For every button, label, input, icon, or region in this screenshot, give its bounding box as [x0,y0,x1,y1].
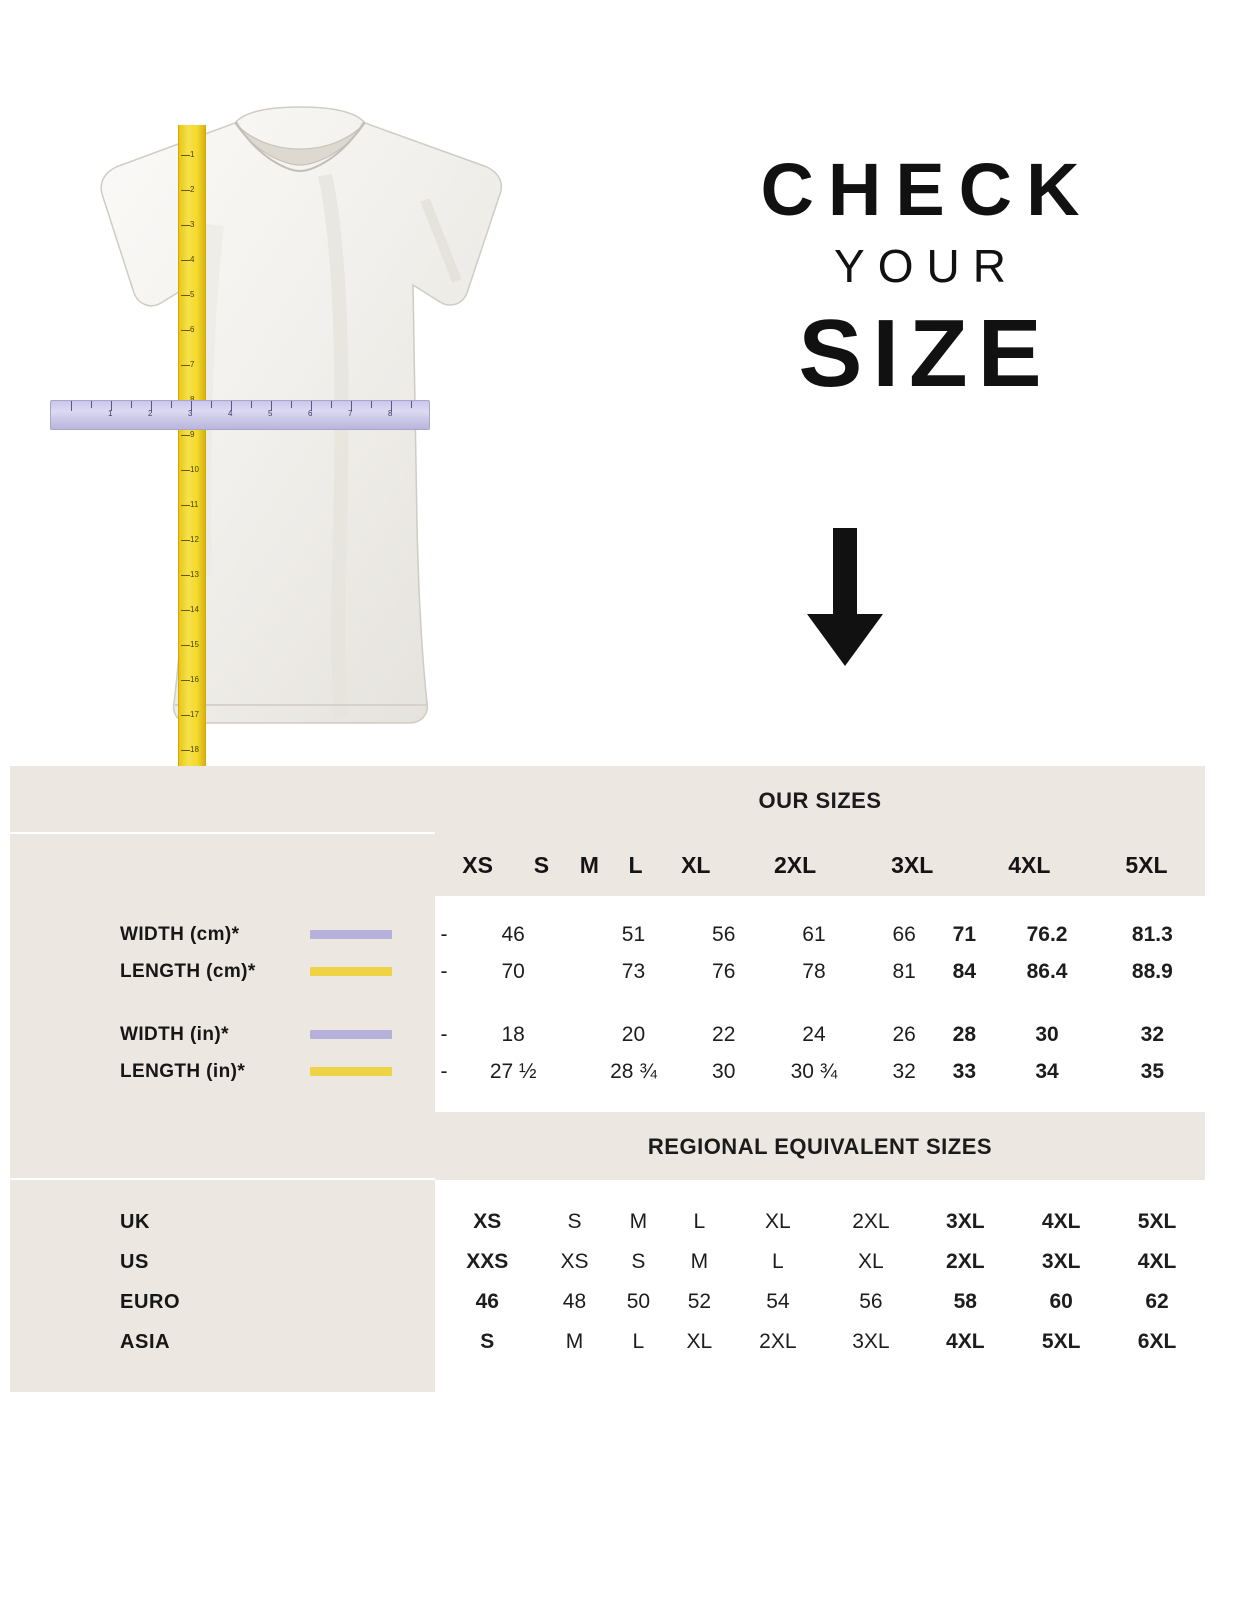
row-label-length-in [10,1053,435,1090]
cell: 66 [892,922,916,946]
col-header: 5XL [1125,851,1168,878]
cell: L [632,1330,645,1353]
cell: 60 [1049,1290,1073,1313]
cell: 18 [501,1022,525,1046]
tshirt-illustration [40,95,560,755]
regional-block [10,1180,1205,1392]
table-row [435,834,1205,896]
cell: 70 [501,959,525,983]
cell: 78 [802,959,826,983]
cell: 22 [712,1022,736,1046]
cell: 32 [892,1059,916,1083]
cell: XL [858,1250,884,1273]
cell: - [440,959,448,983]
row-label-asia: ASIA [120,1330,171,1353]
cell: 73 [621,959,646,983]
cell: 26 [892,1022,916,1046]
row-label-euro: EURO [120,1290,181,1313]
cell: 50 [626,1290,651,1313]
col-header: L [628,851,643,878]
cell: 4XL [1041,1210,1081,1233]
cell: 2XL [946,1250,985,1273]
col-header: XS [462,851,493,878]
regional-sizes-title: REGIONAL EQUIVALENT SIZES [647,1134,993,1159]
cell: 46 [475,1290,499,1313]
cell: XS [560,1250,589,1273]
headline-line-2: YOUR [834,240,1019,292]
cell: 76.2 [1026,922,1068,946]
table-row [435,1322,1205,1362]
cell: XL [765,1210,791,1233]
col-header: S [533,851,550,878]
length-cm-color-swatch [310,967,392,976]
cell: 3XL [946,1210,985,1233]
table-row [435,1202,1205,1242]
our-sizes-header [10,766,1205,834]
cell: - [440,922,448,946]
row-label-us: US [120,1250,149,1273]
col-header: 2XL [774,851,817,878]
cell: 2XL [759,1330,797,1353]
cell: 88.9 [1131,959,1173,983]
row-label-length-cm [10,953,435,990]
measurements-block [10,896,1205,1112]
cell: 34 [1035,1059,1059,1083]
cell: 28 ¾ [610,1059,657,1083]
headline-line-3: SIZE [798,300,1052,407]
width-cm-color-swatch [310,930,392,939]
cell: 62 [1145,1290,1169,1313]
cell: M [629,1210,648,1233]
cell: S [567,1210,582,1233]
row-label-text: LENGTH (cm)* [120,960,256,982]
regional-sizes-header [10,1112,1205,1180]
cell: 84 [952,959,977,983]
cell: 86.4 [1026,959,1068,983]
cell: 30 [712,1059,736,1083]
table-row [435,1282,1205,1322]
hero-section [0,0,1251,766]
cell: 4XL [946,1330,985,1353]
cell: 56 [712,922,736,946]
ruler-icon: 1 2 3 4 5 6 7 8 [50,400,430,430]
cell: 5XL [1137,1210,1177,1233]
cell: 20 [621,1022,646,1046]
cell: 58 [953,1290,977,1313]
cell: 30 [1035,1022,1059,1046]
cell: 71 [952,922,977,946]
table-row [435,1242,1205,1282]
cell: 54 [766,1290,790,1313]
cell: - [440,1022,448,1046]
cell: XS [473,1210,502,1233]
arrow-down-icon [805,528,885,668]
cell: XXS [466,1250,509,1273]
cell: 61 [802,922,826,946]
row-label-text: WIDTH (cm)* [120,923,240,945]
col-header: XL [681,851,711,878]
page-title [620,150,1220,406]
table-row [435,1053,1205,1090]
cell: S [631,1250,646,1273]
cell: 46 [501,922,525,946]
col-header: M [579,851,599,878]
cell: 35 [1140,1059,1165,1083]
cell: L [772,1250,784,1273]
row-label-width-in [10,1016,435,1053]
cell: 24 [802,1022,826,1046]
cell: 3XL [852,1330,890,1353]
cell: - [440,1059,448,1083]
cell: 32 [1140,1022,1165,1046]
cell: 33 [952,1059,977,1083]
cell: 81.3 [1131,922,1173,946]
table-row [435,1016,1205,1053]
width-in-color-swatch [310,1030,392,1039]
cell: 4XL [1137,1250,1177,1273]
row-label-text: LENGTH (in)* [120,1060,246,1082]
cell: 6XL [1137,1330,1177,1353]
cell: S [480,1330,495,1353]
our-sizes-title: OUR SIZES [758,788,882,813]
cell: M [690,1250,709,1273]
measuring-tape-icon: 1 2 3 4 5 6 7 9 10 11 12 13 14 15 16 17 18 [178,125,206,825]
cell: 5XL [1041,1330,1081,1353]
cell: 48 [562,1290,587,1313]
cell: 2XL [852,1210,890,1233]
headline-line-1: CHECK [760,148,1094,231]
our-sizes-column-headers [10,834,1205,896]
size-tables [10,766,1205,1392]
table-row [435,953,1205,990]
col-header: 3XL [891,851,934,878]
cell: 56 [859,1290,883,1313]
cell: 28 [952,1022,977,1046]
cell: L [693,1210,706,1233]
cell: 3XL [1041,1250,1081,1273]
cell: 51 [621,922,646,946]
cell: XL [686,1330,713,1353]
length-in-color-swatch [310,1067,392,1076]
col-header: 4XL [1008,851,1051,878]
cell: 27 ½ [489,1059,537,1083]
cell: 30 ¾ [790,1059,838,1083]
cell: 81 [892,959,916,983]
row-label-uk: UK [120,1210,151,1233]
cell: 52 [687,1290,712,1313]
row-label-width-cm [10,916,435,953]
table-row [435,916,1205,953]
cell: 76 [712,959,736,983]
row-label-text: WIDTH (in)* [120,1023,229,1045]
cell: M [565,1330,584,1353]
